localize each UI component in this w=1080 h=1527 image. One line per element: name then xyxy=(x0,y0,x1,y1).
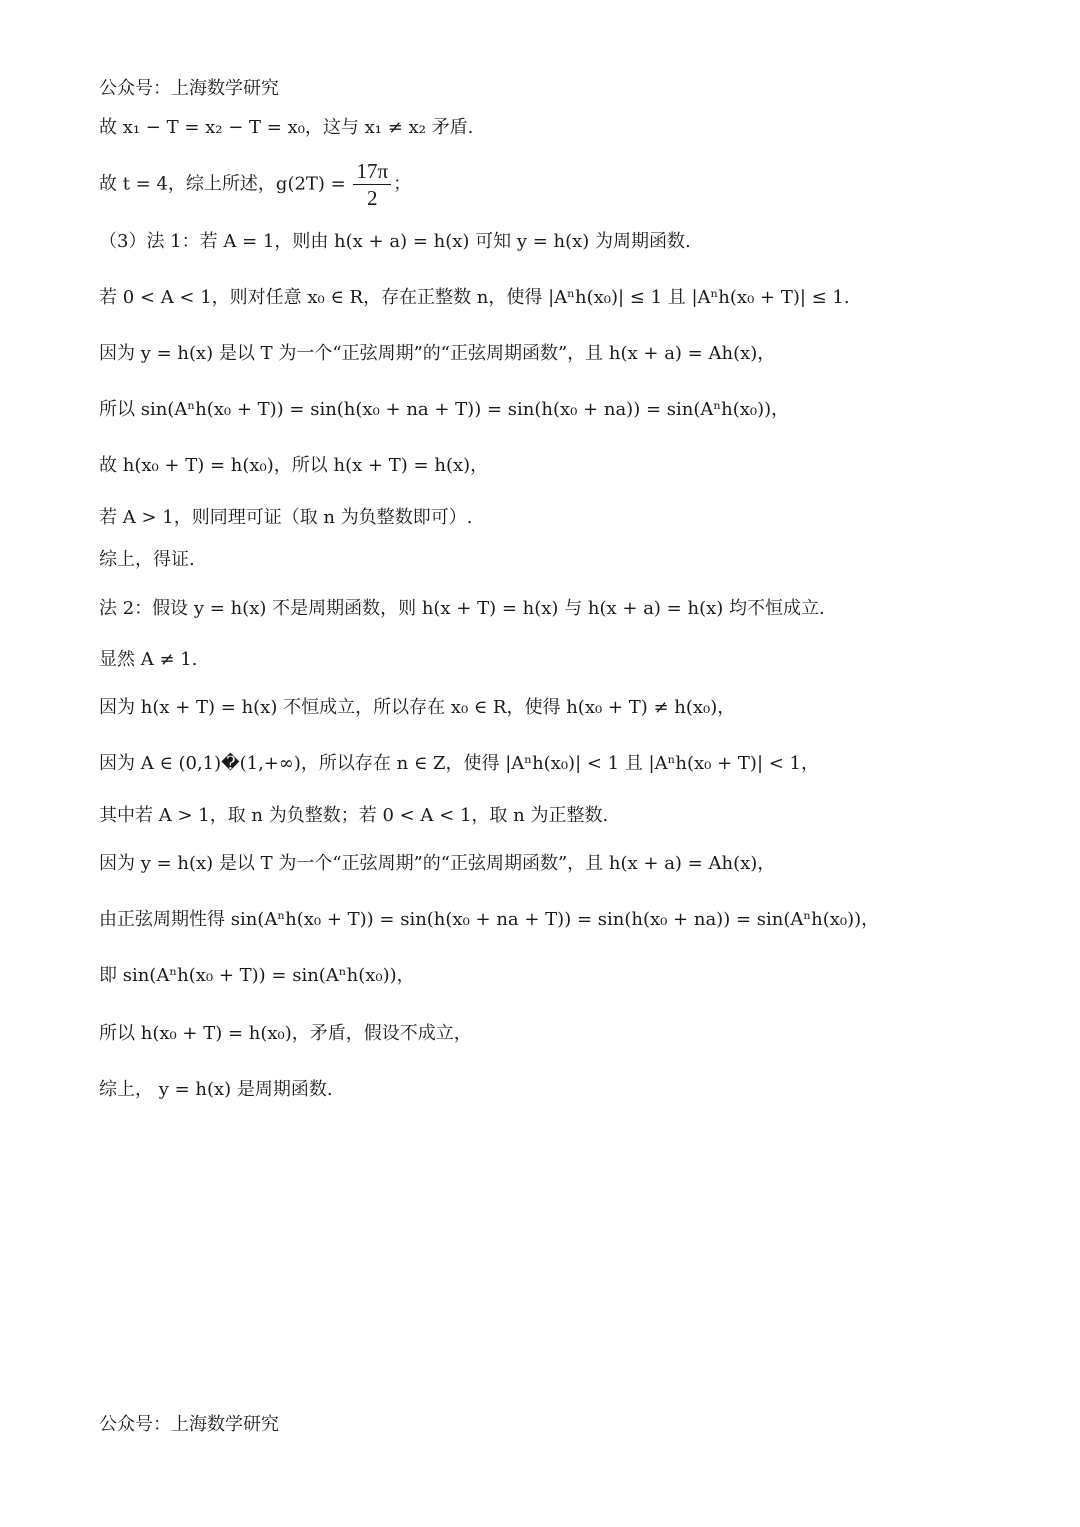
proof-line-1: 故 x₁ − T = x₂ − T = x₀，这与 x₁ ≠ x₂ 矛盾. xyxy=(99,117,474,138)
footer-watermark: 公众号：上海数学研究 xyxy=(99,1414,279,1435)
proof-line-15: 因为 y = h(x) 是以 T 为一个“正弦周期”的“正弦周期函数”，且 h(x + a) = Ah(x)， xyxy=(99,853,776,874)
proof-line-10: 法 2：假设 y = h(x) 不是周期函数，则 h(x + T) = h(x) 与 h(x + a) = h(x) 均不恒成立. xyxy=(99,598,825,619)
proof-line-13: 因为 A ∈ (0,1)�(1,+∞)，所以存在 n ∈ Z，使得 |Aⁿh(x₀)| < 1 且 |Aⁿh(x₀ + T)| < 1， xyxy=(99,753,819,774)
proof-line-5: 因为 y = h(x) 是以 T 为一个“正弦周期”的“正弦周期函数”，且 h(x + a) = Ah(x)， xyxy=(99,343,776,364)
proof-line-6: 所以 sin(Aⁿh(x₀ + T)) = sin(h(x₀ + na + T)) = sin(h(x₀ + na)) = sin(Aⁿh(x₀))， xyxy=(99,399,790,420)
fraction xyxy=(353,158,391,211)
proof-line-8: 若 A > 1，则同理可证（取 n 为负整数即可）. xyxy=(99,507,473,528)
proof-line-2-post: ； xyxy=(393,173,412,195)
proof-line-3: （3）法 1：若 A = 1，则由 h(x + a) = h(x) 可知 y = h(x) 为周期函数. xyxy=(99,231,691,252)
proof-line-16: 由正弦周期性得 sin(Aⁿh(x₀ + T)) = sin(h(x₀ + na + T)) = sin(h(x₀ + na)) = sin(Aⁿh(x₀))， xyxy=(99,909,880,930)
proof-line-14: 其中若 A > 1，取 n 为负整数；若 0 < A < 1，取 n 为正整数. xyxy=(99,805,609,826)
proof-line-19: 综上， y = h(x) 是周期函数. xyxy=(99,1079,333,1100)
proof-line-9: 综上，得证. xyxy=(99,549,195,570)
proof-line-11: 显然 A ≠ 1. xyxy=(99,649,198,670)
fraction-denominator: 2 xyxy=(367,186,378,210)
proof-line-12: 因为 h(x + T) = h(x) 不恒成立，所以存在 x₀ ∈ R，使得 h(x₀ + T) ≠ h(x₀)， xyxy=(99,697,736,718)
proof-line-2-pre: 故 t = 4，综上所述，g(2T) = xyxy=(99,173,352,195)
proof-line-2 xyxy=(99,158,411,211)
proof-line-7: 故 h(x₀ + T) = h(x₀)，所以 h(x + T) = h(x)， xyxy=(99,455,489,476)
proof-line-17: 即 sin(Aⁿh(x₀ + T)) = sin(Aⁿh(x₀))， xyxy=(99,965,415,986)
proof-line-4: 若 0 < A < 1，则对任意 x₀ ∈ R，存在正整数 n，使得 |Aⁿh(x₀)| ≤ 1 且 |Aⁿh(x₀ + T)| ≤ 1. xyxy=(99,287,850,308)
proof-line-18: 所以 h(x₀ + T) = h(x₀)，矛盾，假设不成立， xyxy=(99,1023,472,1044)
fraction-numerator: 17π xyxy=(353,158,391,185)
header-watermark: 公众号：上海数学研究 xyxy=(99,78,279,99)
